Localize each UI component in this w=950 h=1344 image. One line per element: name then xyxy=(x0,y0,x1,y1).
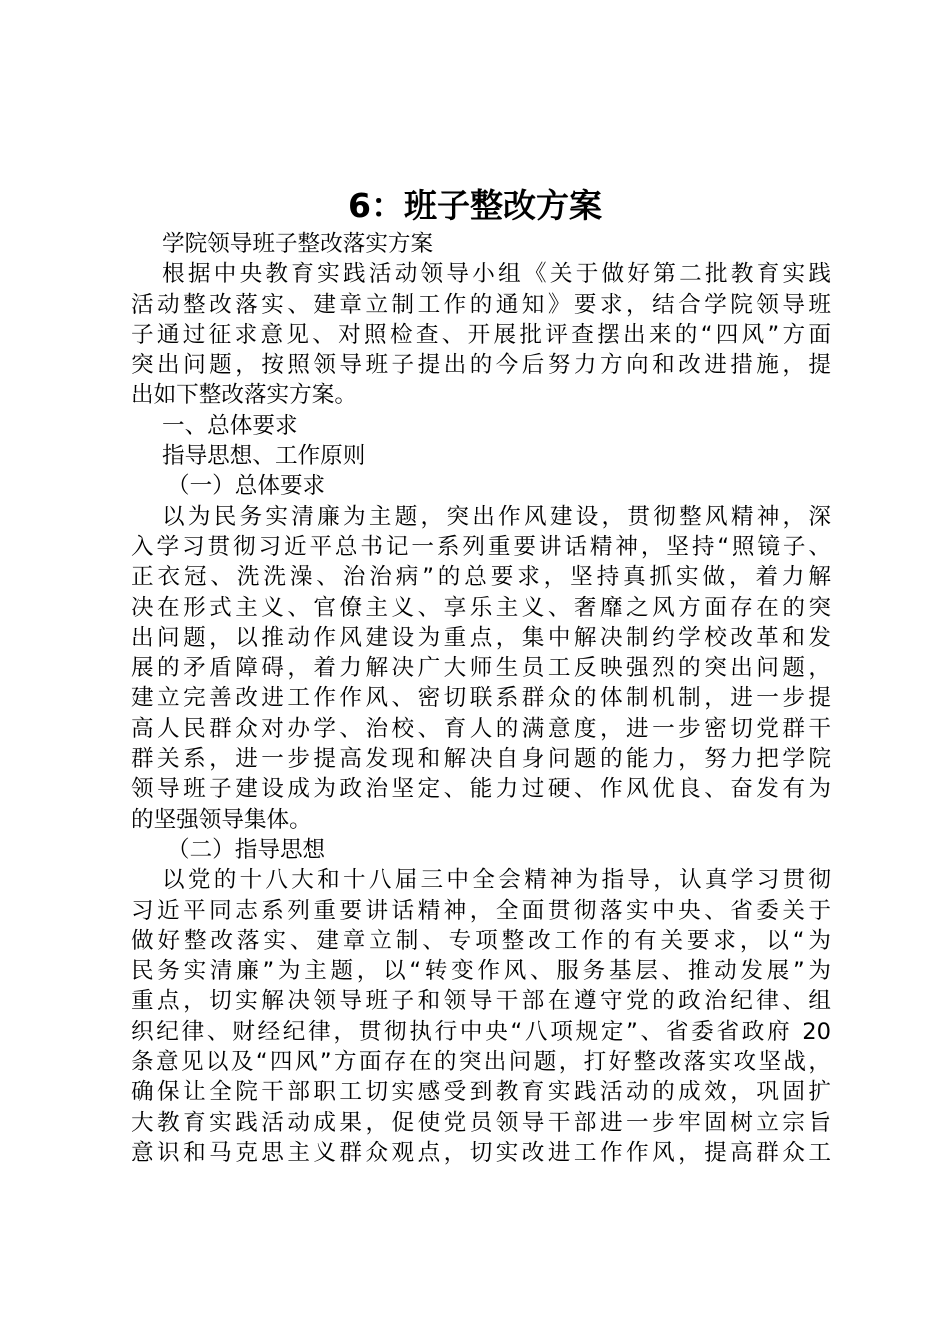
paragraph-line: 条意见以及“四风”方面存在的突出问题，打好整改落实攻坚战， xyxy=(131,1049,831,1076)
paragraph-line: 大教育实践活动成果，促使党员领导干部进一步牢固树立宗旨 xyxy=(131,1109,831,1136)
paragraph-line: 子通过征求意见、对照检查、开展批评查摆出来的“四风”方面 xyxy=(131,321,831,348)
paragraph-line: 领导班子建设成为政治坚定、能力过硬、作风优良、奋发有为 xyxy=(131,776,831,803)
document-body xyxy=(131,229,831,1168)
paragraph-line: 以为民务实清廉为主题，突出作风建设，贯彻整风精神，深 xyxy=(162,503,831,530)
paragraph-line: 入学习贯彻习近平总书记一系列重要讲话精神，坚持“照镜子、 xyxy=(131,533,831,560)
subsection-heading: （一）总体要求 xyxy=(167,473,326,500)
paragraph-line: 高人民群众对办学、治校、育人的满意度，进一步密切党群干 xyxy=(131,715,831,742)
subsection-heading: （二）指导思想 xyxy=(167,836,326,863)
paragraph-line: 建立完善改进工作作风、密切联系群众的体制机制，进一步提 xyxy=(131,685,831,712)
paragraph-line: 民务实清廉”为主题，以“转变作风、服务基层、推动发展”为 xyxy=(131,958,831,985)
section-heading: 指导思想、工作原则 xyxy=(162,443,366,470)
paragraph-line: 出如下整改落实方案。 xyxy=(131,382,357,409)
paragraph-line: 根据中央教育实践活动领导小组《关于做好第二批教育实践 xyxy=(162,261,831,288)
paragraph-line: 突出问题，按照领导班子提出的今后努力方向和改进措施，提 xyxy=(131,352,831,379)
paragraph-line: 决在形式主义、官僚主义、享乐主义、奢靡之风方面存在的突 xyxy=(131,594,831,621)
paragraph-line: 展的矛盾障碍，着力解决广大师生员工反映强烈的突出问题， xyxy=(131,655,831,682)
paragraph-line: 意识和马克思主义群众观点，切实改进工作作风，提高群众工 xyxy=(131,1139,831,1166)
document-title: 6：班子整改方案 xyxy=(348,186,602,225)
paragraph-line: 确保让全院干部职工切实感受到教育实践活动的成效，巩固扩 xyxy=(131,1079,831,1106)
subtitle-line: 学院领导班子整改落实方案 xyxy=(162,231,434,257)
paragraph-line: 活动整改落实、建章立制工作的通知》要求，结合学院领导班 xyxy=(131,291,831,318)
paragraph-line: 习近平同志系列重要讲话精神，全面贯彻落实中央、省委关于 xyxy=(131,897,831,924)
paragraph-line: 织纪律、财经纪律，贯彻执行中央“八项规定”、省委省政府 20 xyxy=(131,1018,831,1045)
paragraph-line: 的坚强领导集体。 xyxy=(131,806,312,833)
paragraph-line: 以党的十八大和十八届三中全会精神为指导，认真学习贯彻 xyxy=(162,867,831,894)
paragraph-line: 群关系，进一步提高发现和解决自身问题的能力，努力把学院 xyxy=(131,746,831,773)
paragraph-line: 做好整改落实、建章立制、专项整改工作的有关要求，以“为 xyxy=(131,927,831,954)
section-heading: 一、总体要求 xyxy=(162,412,298,439)
paragraph-line: 正衣冠、洗洗澡、治治病”的总要求，坚持真抓实做，着力解 xyxy=(131,564,831,591)
paragraph-line: 出问题，以推动作风建设为重点，集中解决制约学校改革和发 xyxy=(131,624,831,651)
paragraph-line: 重点，切实解决领导班子和领导干部在遵守党的政治纪律、组 xyxy=(131,988,831,1015)
